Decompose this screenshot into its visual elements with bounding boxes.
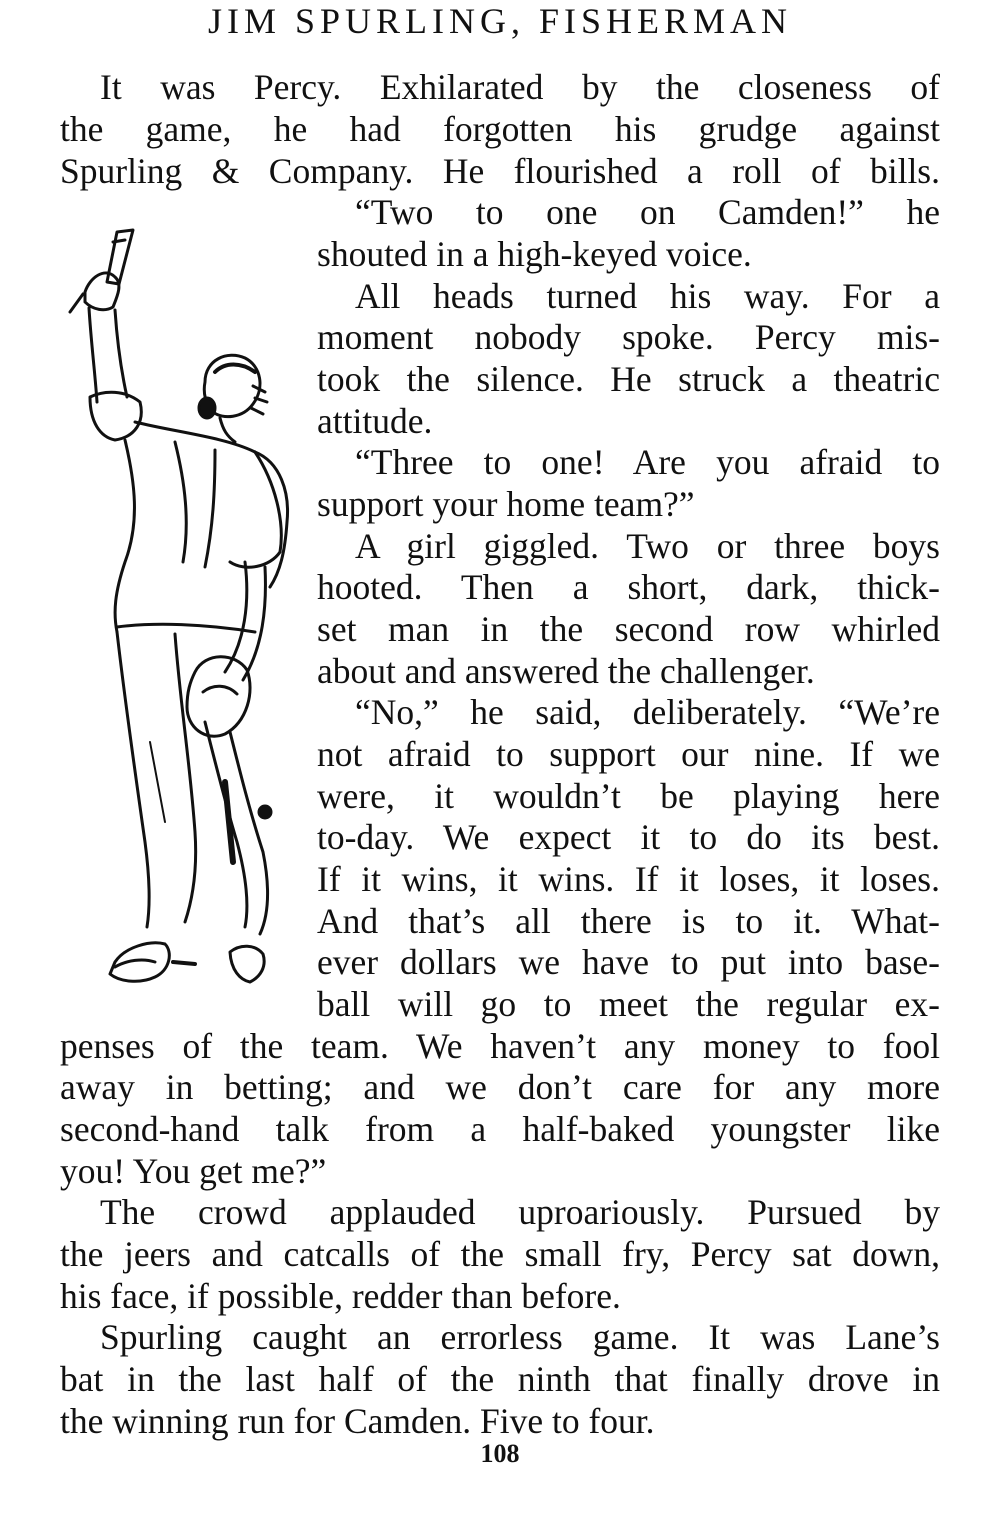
text-line: his face, if possible, redder than before.	[60, 1276, 621, 1316]
text-line: Spurling caught an errorless game. It was Lane’s	[100, 1317, 940, 1357]
page-number: 108	[480, 1439, 520, 1468]
text-line: about and answered the challenger.	[317, 651, 815, 691]
text-line: to-day. We expect it to do its best.	[317, 817, 940, 857]
text-line: the jeers and catcalls of the small fry, Percy sat down,	[60, 1234, 940, 1274]
text-line: penses of the team. We haven’t any money to fool	[60, 1026, 940, 1066]
text-line: The crowd applauded uproariously. Pursued by	[100, 1192, 940, 1232]
text-line: ball will go to meet the regular ex-	[317, 984, 940, 1024]
text-line: “Three to one! Are you afraid to	[355, 442, 940, 482]
text-line: you! You get me?”	[60, 1151, 327, 1191]
text-line: And that’s all there is to it. What-	[317, 901, 940, 941]
text-line: If it wins, it wins. If it loses, it loses.	[317, 859, 940, 899]
text-line: All heads turned his way. For a	[355, 276, 940, 316]
text-line: second-hand talk from a half-baked youngster like	[60, 1109, 940, 1149]
running-head: JIM SPURLING, FISHERMAN	[207, 1, 793, 41]
text-line: the winning run for Camden. Five to four.	[60, 1401, 655, 1441]
text-line: the game, he had forgotten his grudge against	[60, 109, 940, 149]
text-line: set man in the second row whirled	[317, 609, 940, 649]
illustration-man-waving-bills	[55, 222, 300, 1002]
text-line: “Two to one on Camden!” he	[355, 192, 940, 232]
text-line: shouted in a high-keyed voice.	[317, 234, 752, 274]
text-line: were, it wouldn’t be playing here	[317, 776, 940, 816]
text-line: Spurling & Company. He flourished a roll of bills.	[60, 151, 940, 191]
text-line: A girl giggled. Two or three boys	[355, 526, 940, 566]
text-line: away in betting; and we don’t care for any more	[60, 1067, 940, 1107]
text-line: support your home team?”	[317, 484, 695, 524]
text-line: not afraid to support our nine. If we	[317, 734, 940, 774]
text-line: took the silence. He struck a theatric	[317, 359, 940, 399]
text-line: attitude.	[317, 401, 433, 441]
text-line: moment nobody spoke. Percy mis-	[317, 317, 940, 357]
text-line: ever dollars we have to put into base-	[317, 942, 940, 982]
text-line: It was Percy. Exhilarated by the closeness of	[100, 67, 940, 107]
text-line: bat in the last half of the ninth that finally drove in	[60, 1359, 940, 1399]
text-line: hooted. Then a short, dark, thick-	[317, 567, 940, 607]
text-line: “No,” he said, deliberately. “We’re	[355, 692, 940, 732]
